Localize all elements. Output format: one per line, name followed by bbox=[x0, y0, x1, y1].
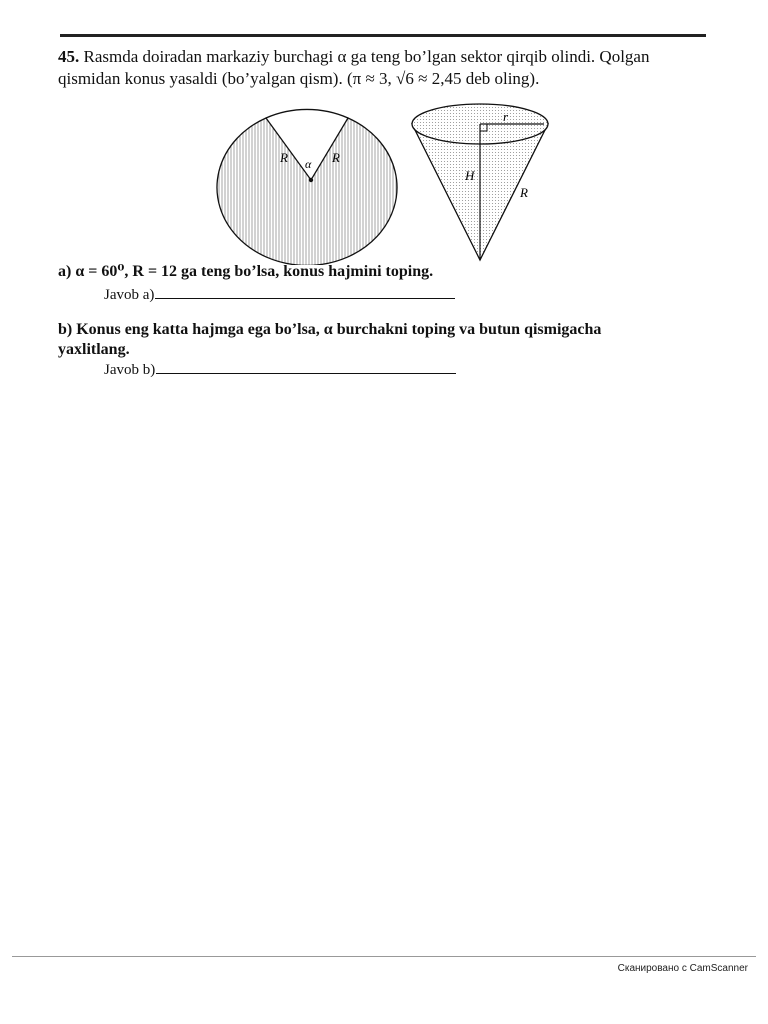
top-rule bbox=[60, 34, 706, 37]
cone-label-r: r bbox=[503, 109, 509, 124]
camscanner-footer: Сканировано с CamScanner bbox=[617, 963, 748, 974]
bottom-rule bbox=[12, 956, 756, 957]
question-b-line2: yaxlitlang. bbox=[58, 341, 130, 358]
circle-label-right-R: R bbox=[332, 150, 340, 165]
figure-circle-and-cone bbox=[200, 100, 560, 265]
answer-a-blank[interactable] bbox=[155, 284, 455, 299]
answer-b-label: Javob b) bbox=[104, 362, 156, 378]
cone-label-H: H bbox=[465, 168, 475, 183]
cone-label-R: R bbox=[520, 185, 528, 200]
cone bbox=[412, 104, 548, 260]
problem-text-line2: qismidan konus yasaldi (bo’yalgan qism). (π ≈ 3, √6 ≈ 2,45 deb oling). bbox=[58, 69, 540, 88]
answer-b-row bbox=[104, 359, 456, 379]
answer-b-blank[interactable] bbox=[156, 359, 456, 374]
problem-statement bbox=[58, 46, 718, 90]
question-b bbox=[58, 320, 698, 360]
circle-label-alpha: α bbox=[305, 157, 312, 171]
circle-label-left-R: R bbox=[280, 150, 288, 165]
circle-center-point bbox=[309, 178, 313, 182]
answer-a-row bbox=[104, 284, 455, 304]
problem-number: 45. bbox=[58, 47, 80, 66]
question-a: a) α = 60⁰, R = 12 ga teng bo’lsa, konus hajmini toping. bbox=[58, 263, 434, 280]
question-b-line1: b) Konus eng katta hajmga ega bo’lsa, α burchakni toping va butun qismigacha bbox=[58, 321, 602, 338]
answer-a-label: Javob a) bbox=[104, 287, 155, 303]
problem-text-line1: Rasmda doiradan markaziy burchagi α ga teng bo’lgan sektor qirqib olindi. Qolgan bbox=[83, 47, 650, 66]
circle-with-cut-sector bbox=[217, 109, 397, 265]
